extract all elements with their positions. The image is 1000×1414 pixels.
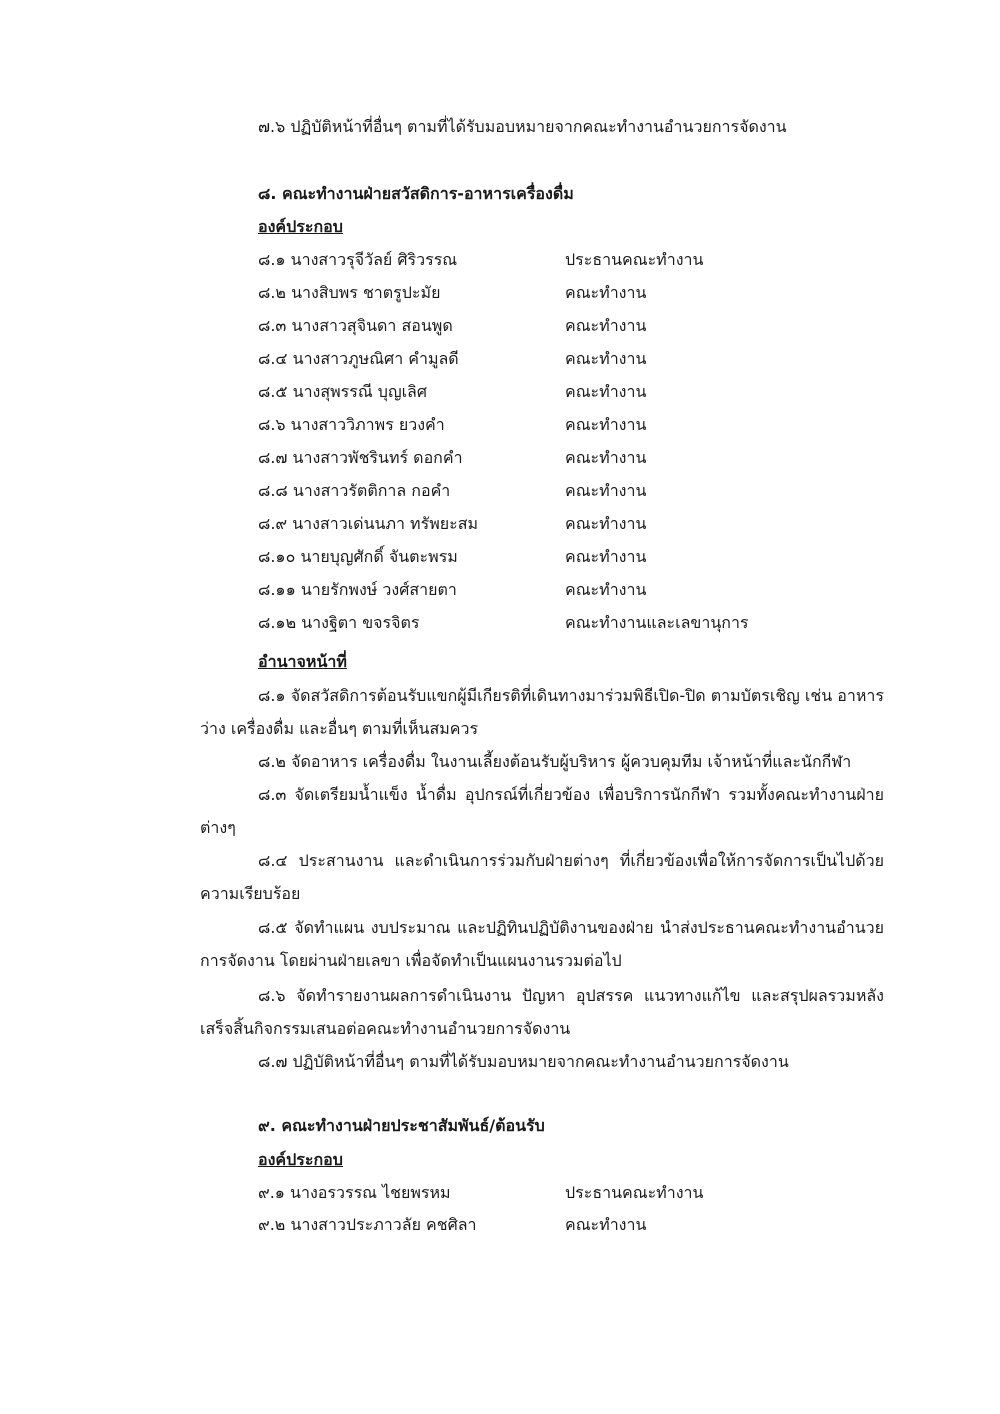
duty-paragraph: ๘.๕ จัดทำแผน งบประมาณ และปฏิทินปฏิบัติงานของฝ่าย นำส่งประธานคณะทำงานอำนวยการจัดงาน โดยผ่านฝ่ายเลขา เพื่อจัดทำเป็นแผนงานรวมต่อไป <box>200 918 884 970</box>
member-name: ๘.๑๑ นายรักพงษ์ วงศ์สายตา <box>258 580 457 599</box>
duty-paragraph: ๘.๑ จัดสวัสดิการต้อนรับแขกผู้มีเกียรติที่เดินทางมาร่วมพิธีเปิด-ปิด ตามบัตรเชิญ เช่น อาหารว่าง เครื่องดื่ม และอื่นๆ ตามที่เห็นสมควร <box>200 686 884 738</box>
member-role: ประธานคณะทำงาน <box>565 1183 704 1202</box>
member-name: ๘.๒ นางสิบพร ชาตรูปะมัย <box>258 283 441 302</box>
member-name: ๘.๑๒ นางฐิตา ขจรจิตร <box>258 613 420 632</box>
member-role: คณะทำงานและเลขานุการ <box>565 613 749 632</box>
section-8-heading: ๘. คณะทำงานฝ่ายสวัสดิการ-อาหารเครื่องดื่ม <box>258 184 574 203</box>
section-8-members-title: องค์ประกอบ <box>258 217 343 236</box>
item-7-6: ๗.๖ ปฏิบัติหน้าที่อื่นๆ ตามที่ได้รับมอบหมายจากคณะทำงานอำนวยการจัดงาน <box>258 117 787 136</box>
member-name: ๘.๑ นางสาวรุจีวัลย์ ศิริวรรณ <box>258 250 458 269</box>
member-role: คณะทำงาน <box>565 415 647 434</box>
member-role: คณะทำงาน <box>565 1215 647 1234</box>
member-name: ๘.๙ นางสาวเด่นนภา ทรัพยะสม <box>258 514 479 533</box>
duty-paragraph: ๘.๓ จัดเตรียมน้ำแข็ง น้ำดื่ม อุปกรณ์ที่เกี่ยวข้อง เพื่อบริการนักกีฬา รวมทั้งคณะทำงานฝ่ายต่างๆ <box>200 785 884 837</box>
member-role: คณะทำงาน <box>565 283 647 302</box>
duty-paragraph: ๘.๒ จัดอาหาร เครื่องดื่ม ในงานเลี้ยงต้อนรับผู้บริหาร ผู้ควบคุมทีม เจ้าหน้าที่และนักกีฬา <box>258 752 852 771</box>
member-role: คณะทำงาน <box>565 514 647 533</box>
member-name: ๙.๑ นางอรวรรณ ไชยพรหม <box>258 1183 451 1202</box>
member-name: ๘.๑๐ นายบุญศักดิ์ จันตะพรม <box>258 547 458 566</box>
member-role: ประธานคณะทำงาน <box>565 250 704 269</box>
member-role: คณะทำงาน <box>565 547 647 566</box>
member-name: ๘.๔ นางสาวภูษณิศา คำมูลดี <box>258 349 459 368</box>
section-9-heading: ๙. คณะทำงานฝ่ายประชาสัมพันธ์/ต้อนรับ <box>258 1116 545 1135</box>
duty-paragraph: ๘.๖ จัดทำรายงานผลการดำเนินงาน ปัญหา อุปสรรค แนวทางแก้ไข และสรุปผลรวมหลังเสร็จสิ้นกิจกรรมเสนอต่อคณะทำงานอำนวยการจัดงาน <box>200 986 884 1038</box>
member-role: คณะทำงาน <box>565 349 647 368</box>
member-role: คณะทำงาน <box>565 316 647 335</box>
member-role: คณะทำงาน <box>565 382 647 401</box>
member-name: ๘.๓ นางสาวสุจินดา สอนพูด <box>258 316 453 335</box>
duty-paragraph: ๘.๗ ปฏิบัติหน้าที่อื่นๆ ตามที่ได้รับมอบหมายจากคณะทำงานอำนวยการจัดงาน <box>258 1052 789 1071</box>
member-name: ๙.๒ นางสาวประภาวลัย คชศิลา <box>258 1215 477 1234</box>
member-name: ๘.๗ นางสาวพัชรินทร์ ดอกคำ <box>258 448 463 467</box>
member-name: ๘.๖ นางสาววิภาพร ยวงคำ <box>258 415 445 434</box>
member-role: คณะทำงาน <box>565 580 647 599</box>
member-role: คณะทำงาน <box>565 481 647 500</box>
section-9-members-title: องค์ประกอบ <box>258 1150 343 1169</box>
member-name: ๘.๕ นางสุพรรณี บุญเลิศ <box>258 382 428 401</box>
section-8-duties-title: อำนาจหน้าที่ <box>258 652 347 671</box>
member-role: คณะทำงาน <box>565 448 647 467</box>
member-name: ๘.๘ นางสาวรัตติกาล กอคำ <box>258 481 451 500</box>
duty-paragraph: ๘.๔ ประสานงาน และดำเนินการร่วมกับฝ่ายต่างๆ ที่เกี่ยวข้องเพื่อให้การจัดการเป็นไปด้วยความเรียบร้อย <box>200 851 884 903</box>
